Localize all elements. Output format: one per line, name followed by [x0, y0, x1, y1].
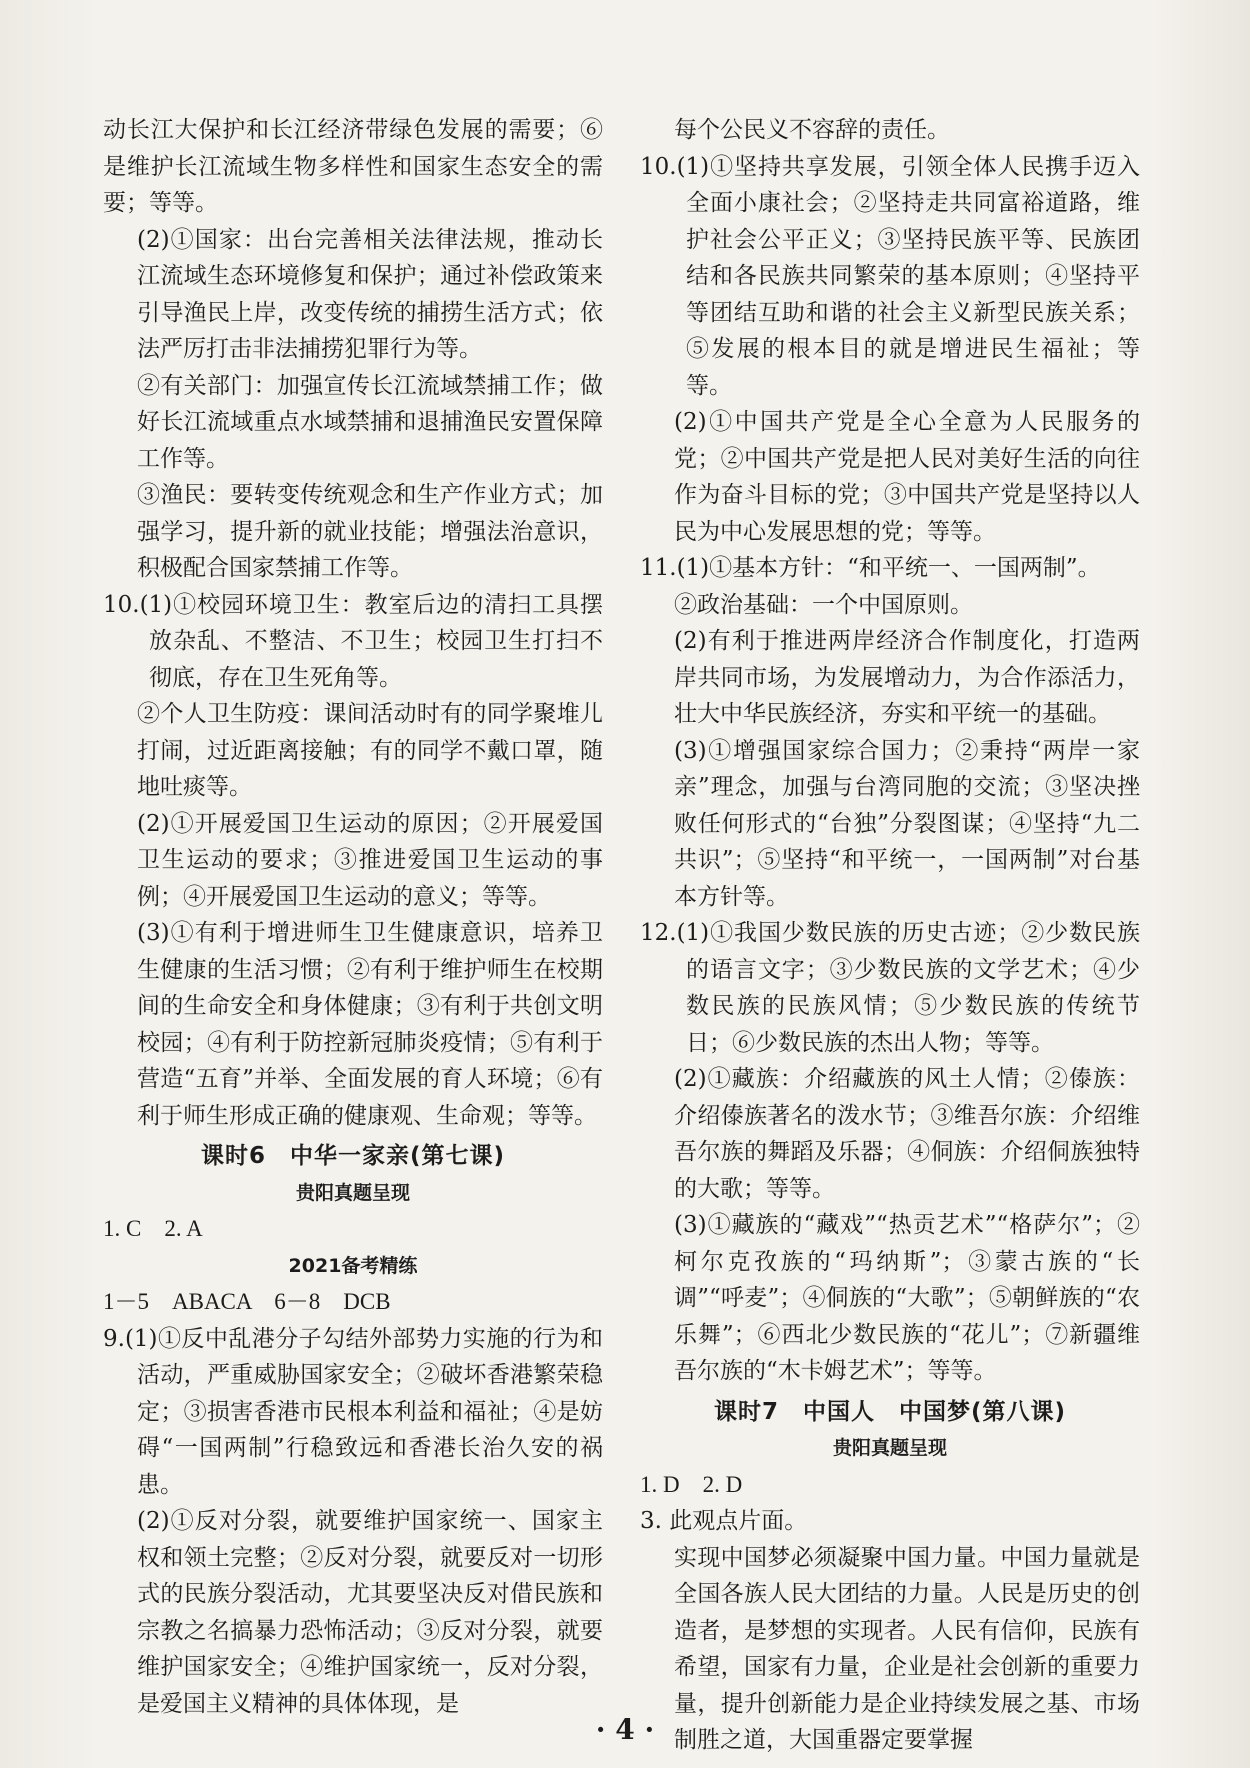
paragraph: 动长江大保护和长江经济带绿色发展的需要；⑥是维护长江流域生物多样性和国家生态安全的需要；等等。 [103, 117, 603, 216]
paragraph: (2)①反对分裂，就要维护国家统一、国家主权和领土完整；②反对分裂，就要反对一切形式的民族分裂活动，尤其要坚决反对借民族和宗教之名搞暴力恐怖活动；③反对分裂，就要维护国家安全；④维护国家统一，反对分裂，是爱国主义精神的具体体现，是 [137, 1508, 603, 1717]
paragraph: 9.(1)①反中乱港分子勾结外部势力实施的行为和活动，严重威胁国家安全；②破坏香港繁荣稳定；③损害香港市民根本利益和福祉；④是妨碍“一国两制”行稳致远和香港长治久安的祸患。 [103, 1325, 603, 1498]
paragraph: ②政治基础：一个中国原则。 [674, 591, 973, 618]
paragraph: ③渔民：要转变传统观念和生产作业方式；加强学习，提升新的就业技能；增强法治意识，积极配合国家禁捕工作等。 [137, 482, 603, 581]
page-number: · 4 · [595, 1713, 655, 1746]
paragraph: (2)有利于推进两岸经济合作制度化，打造两岸共同市场，为发展增动力，为合作添活力，壮大中华民族经济，夯实和平统一的基础。 [674, 628, 1140, 727]
answer-line: 1－5 ABACA 6－8 DCB [103, 1289, 391, 1314]
left-column [103, 112, 603, 1722]
paragraph: (2)①藏族：介绍藏族的风土人情；②傣族：介绍傣族著名的泼水节；③维吾尔族：介绍维吾尔族的舞蹈及乐器；④侗族：介绍侗族独特的大歌；等等。 [674, 1066, 1140, 1202]
section-title: 2021备考精练 [288, 1254, 418, 1277]
paragraph: 12.(1)①我国少数民族的历史古迹；②少数民族的语言文字；③少数民族的文学艺术；④少数民族的民族风情；⑤少数民族的传统节日；⑥少数民族的杰出人物；等等。 [640, 920, 1140, 1056]
paragraph: (2)①国家：出台完善相关法律法规，推动长江流域生态环境修复和保护；通过补偿政策来引导渔民上岸，改变传统的捕捞生活方式；依法严厉打击非法捕捞犯罪行为等。 [137, 226, 603, 362]
paragraph: (3)①有利于增进师生卫生健康意识，培养卫生健康的生活习惯；②有利于维护师生在校期间的生命安全和身体健康；③有利于共创文明校园；④有利于防控新冠肺炎疫情；⑤有利于营造“五育”并举、全面发展的育人环境；⑥有利于师生形成正确的健康观、生命观；等等。 [137, 920, 603, 1129]
answer-line: 1. C 2. A [103, 1216, 203, 1241]
paragraph: ②个人卫生防疫：课间活动时有的同学聚堆儿打闹，过近距离接触；有的同学不戴口罩，随地吐痰等。 [137, 701, 603, 800]
right-column [640, 112, 1140, 1759]
paragraph: (3)①增强国家综合国力；②秉持“两岸一家亲”理念，加强与台湾同胞的交流；③坚决挫败任何形式的“台独”分裂图谋；④坚持“九二共识”；⑤坚持“和平统一，一国两制”对台基本方针等。 [674, 737, 1140, 910]
paragraph: 每个公民义不容辞的责任。 [674, 117, 950, 143]
section-title: 贵阳真题呈现 [832, 1437, 947, 1459]
paragraph: 11.(1)①基本方针：“和平统一、一国两制”。 [640, 555, 1101, 581]
lesson-title: 课时6 中华一家亲(第七课) [200, 1143, 506, 1169]
section-title: 贵阳真题呈现 [295, 1181, 410, 1204]
paragraph: 3. 此观点片面。 [640, 1508, 808, 1534]
paragraph: 实现中国梦必须凝聚中国力量。中国力量就是全国各族人民大团结的力量。人民是历史的创造者，是梦想的实现者。人民有信仰，民族有希望，国家有力量，企业是社会创新的重要力量，提升创新能力是企业持续发展之基、市场制胜之道，大国重器定要掌握 [674, 1544, 1140, 1753]
paragraph: (2)①中国共产党是全心全意为人民服务的党；②中国共产党是把人民对美好生活的向往作为奋斗目标的党；③中国共产党是坚持以人民为中心发展思想的党；等等。 [674, 409, 1140, 545]
paragraph: (2)①开展爱国卫生运动的原因；②开展爱国卫生运动的要求；③推进爱国卫生运动的事例；④开展爱国卫生运动的意义；等等。 [137, 810, 603, 910]
paragraph: (3)①藏族的“藏戏”“热贡艺术”“格萨尔”；②柯尔克孜族的“玛纳斯”；③蒙古族的“长调”“呼麦”；④侗族的“大歌”；⑤朝鲜族的“农乐舞”；⑥西北少数民族的“花儿”；⑦新疆维吾尔族的“木卡姆艺术”；等等。 [674, 1212, 1140, 1384]
lesson-title: 课时7 中国人 中国梦(第八课) [713, 1398, 1067, 1425]
paragraph: 10.(1)①坚持共享发展，引领全体人民携手迈入全面小康社会；②坚持走共同富裕道路，维护社会公平正义；③坚持民族平等、民族团结和各民族共同繁荣的基本原则；④坚持平等团结互助和谐的社会主义新型民族关系；⑤发展的根本目的就是增进民生福祉；等等。 [640, 153, 1140, 399]
paragraph: ②有关部门：加强宣传长江流域禁捕工作；做好长江流域重点水域禁捕和退捕渔民安置保障工作等。 [137, 372, 603, 472]
paragraph: 10.(1)①校园环境卫生：教室后边的清扫工具摆放杂乱、不整洁、不卫生；校园卫生打扫不彻底，存在卫生死角等。 [103, 591, 603, 691]
answer-line: 1. D 2. D [640, 1471, 743, 1497]
